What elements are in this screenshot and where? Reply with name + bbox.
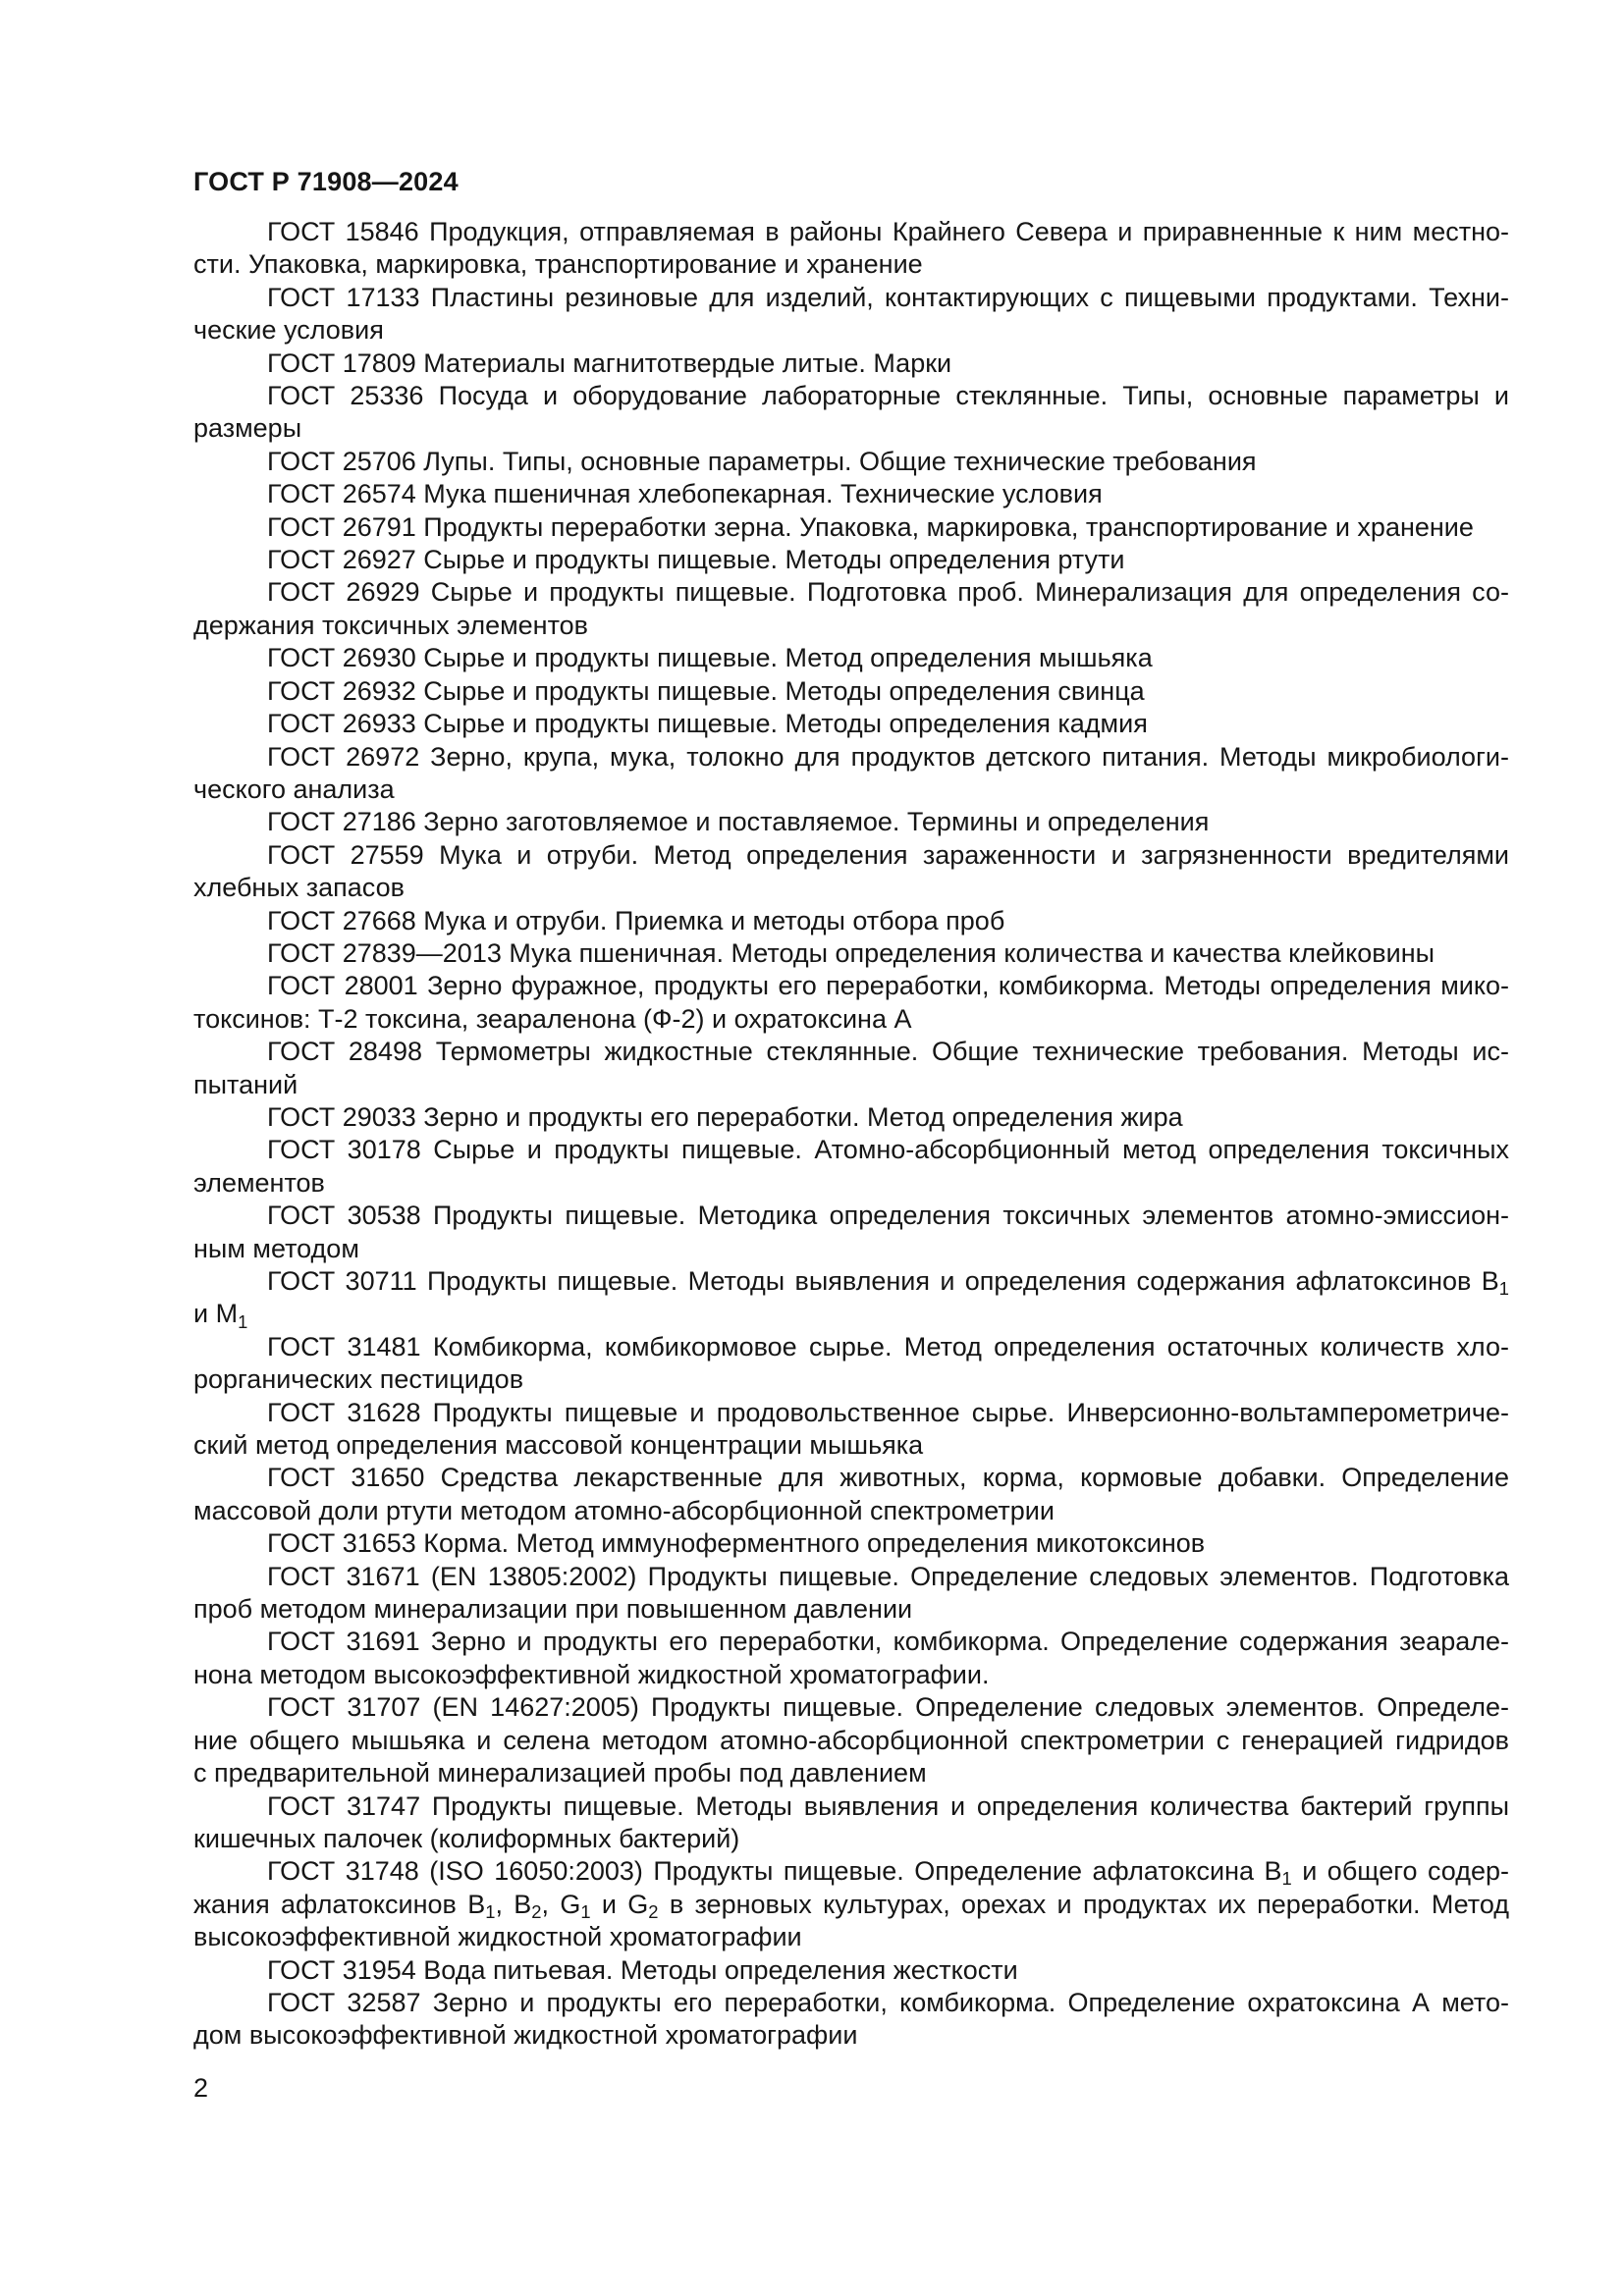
reference-line: ГОСТ 31747 Продукты пищевые. Методы выявления и определения количества бактерий группы xyxy=(267,1790,1509,1821)
reference-line: ГОСТ 31691 Зерно и продукты его переработки, комбикорма. Определение содержания зеарале- xyxy=(267,1627,1509,1657)
reference-line: сти. Упаковка, маркировка, транспортирование и хранение xyxy=(193,249,923,280)
reference-paragraph xyxy=(193,1527,1509,1560)
reference-line: с предварительной минерализацией пробы под давлением xyxy=(193,1758,927,1789)
reference-paragraph xyxy=(193,446,1509,478)
reference-line: ГОСТ 27186 Зерно заготовляемое и поставляемое. Термины и определения xyxy=(267,807,1210,837)
reference-line: ГОСТ 26574 Мука пшеничная хлебопекарная. Технические условия xyxy=(267,479,1103,509)
reference-line: пытаний xyxy=(193,1069,298,1099)
reference-line: ГОСТ 17133 Пластины резиновые для изделий, контактирующих с пищевыми продуктами. Техни- xyxy=(267,282,1509,312)
reference-line: ГОСТ 25336 Посуда и оборудование лабораторные стеклянные. Типы, основные параметры и xyxy=(267,381,1509,411)
reference-line: ГОСТ 26972 Зерно, крупа, мука, толокно для продуктов детского питания. Методы микробиологи- xyxy=(267,741,1509,772)
reference-paragraph xyxy=(193,905,1509,937)
reference-line: ГОСТ 17809 Материалы магнитотвердые литые. Марки xyxy=(267,347,952,378)
subscript-index: 2 xyxy=(531,1900,542,1922)
reference-line: ГОСТ 26930 Сырье и продукты пищевые. Метод определения мышьяка xyxy=(267,643,1153,673)
reference-paragraph xyxy=(193,970,1509,1036)
subscript-index: 1 xyxy=(580,1900,591,1922)
reference-line: ГОСТ 31653 Корма. Метод иммуноферментного определения микотоксинов xyxy=(267,1528,1206,1559)
reference-paragraph xyxy=(193,576,1509,642)
page-footer xyxy=(193,2073,208,2104)
reference-line: ГОСТ 26791 Продукты переработки зерна. Упаковка, маркировка, транспортирование и хранение xyxy=(267,511,1474,542)
reference-line: ГОСТ 30538 Продукты пищевые. Методика определения токсичных элементов атомно-эмиссион- xyxy=(267,1201,1509,1231)
reference-paragraph xyxy=(193,1101,1509,1134)
reference-paragraph xyxy=(193,806,1509,838)
reference-line: ГОСТ 30711 Продукты пищевые. Методы выявления и определения содержания афлатоксинов $В_1$ xyxy=(267,1266,1509,1300)
reference-paragraph xyxy=(193,642,1509,674)
reference-line: ГОСТ 26927 Сырье и продукты пищевые. Методы определения ртути xyxy=(267,545,1125,575)
reference-line: ние общего мышьяка и селена методом атомно-абсорбционной спектрометрии с генерацией гидридов xyxy=(193,1725,1509,1755)
reference-line: ным методом xyxy=(193,1233,359,1263)
reference-line: ГОСТ 27668 Мука и отруби. Приемка и методы отбора проб xyxy=(267,905,1005,935)
reference-paragraph xyxy=(193,380,1509,446)
reference-line: ГОСТ 29033 Зерно и продукты его переработки. Метод определения жира xyxy=(267,1101,1183,1132)
reference-line: ГОСТ 26933 Сырье и продукты пищевые. Методы определения кадмия xyxy=(267,709,1148,739)
reference-line: ГОСТ 28498 Термометры жидкостные стеклянные. Общие технические требования. Методы ис- xyxy=(267,1037,1509,1067)
reference-line: проб методом минерализации при повышенном давлении xyxy=(193,1594,913,1625)
reference-paragraph xyxy=(193,1462,1509,1527)
reference-paragraph xyxy=(193,741,1509,807)
reference-paragraph xyxy=(193,1036,1509,1101)
reference-line: размеры xyxy=(193,413,302,444)
reference-line: ГОСТ 31954 Вода питьевая. Методы определения жесткости xyxy=(267,1954,1018,1985)
subscript-index: 1 xyxy=(238,1310,248,1332)
reference-paragraph xyxy=(193,675,1509,708)
reference-line: держания токсичных элементов xyxy=(193,610,589,640)
reference-paragraph xyxy=(193,1790,1509,1856)
reference-line: ГОСТ 15846 Продукция, отправляемая в районы Крайнего Севера и приравненные к ним местно- xyxy=(267,217,1509,246)
reference-line: ГОСТ 31628 Продукты пищевые и продовольственное сырье. Инверсионно-вольтамперометриче- xyxy=(267,1397,1509,1427)
reference-paragraph xyxy=(193,1954,1509,1987)
references-list xyxy=(193,216,1509,2053)
reference-line: ГОСТ 26929 Сырье и продукты пищевые. Подготовка проб. Минерализация для определения со- xyxy=(267,577,1509,608)
reference-paragraph xyxy=(193,1626,1509,1691)
reference-line: ГОСТ 32587 Зерно и продукты его переработки, комбикорма. Определение охратоксина А мето- xyxy=(267,1987,1509,2017)
reference-line: ГОСТ 27559 Мука и отруби. Метод определения зараженности и загрязненности вредителями xyxy=(267,839,1509,870)
reference-line: элементов xyxy=(193,1167,325,1198)
reference-line: жания афлатоксинов $В_1$, $В_2$, $G_1$ и $G_2$ в зерновых культурах, орехах и продуктах их переработки. Метод xyxy=(193,1889,1510,1922)
reference-paragraph xyxy=(193,478,1509,510)
reference-line: ческие условия xyxy=(193,315,384,346)
reference-paragraph xyxy=(193,347,1509,380)
reference-line: ГОСТ 31481 Комбикорма, комбикормовое сырье. Метод определения остаточных количеств хло- xyxy=(267,1331,1509,1362)
reference-paragraph xyxy=(193,1265,1509,1331)
reference-line: ГОСТ 25706 Лупы. Типы, основные параметры. Общие технические требования xyxy=(267,446,1257,476)
reference-paragraph xyxy=(193,937,1509,970)
reference-paragraph xyxy=(193,511,1509,544)
reference-paragraph xyxy=(193,1134,1509,1200)
reference-line: нона методом высокоэффективной жидкостной хроматографии. xyxy=(193,1659,990,1689)
reference-line: ГОСТ 31650 Средства лекарственные для животных, корма, кормовые добавки. Определение xyxy=(267,1463,1509,1493)
reference-paragraph xyxy=(193,708,1509,740)
reference-paragraph xyxy=(193,1987,1509,2053)
reference-line: и $М_1$ xyxy=(193,1299,248,1332)
reference-line: хлебных запасов xyxy=(193,873,405,903)
reference-paragraph xyxy=(193,216,1509,282)
page-number: 2 xyxy=(193,2073,209,2103)
reference-line: ГОСТ 31748 (ISO 16050:2003) Продукты пищевые. Определение афлатоксина $В_1$ и общего содер- xyxy=(267,1856,1509,1890)
reference-line: ГОСТ 28001 Зерно фуражное, продукты его переработки, комбикорма. Методы определения мико- xyxy=(267,971,1509,1001)
reference-paragraph xyxy=(193,1561,1509,1627)
reference-line: ГОСТ 31671 (EN 13805:2002) Продукты пищевые. Определение следовых элементов. Подготовка xyxy=(267,1561,1509,1591)
reference-line: токсинов: Т-2 токсина, зеараленона (Ф-2) и охратоксина А xyxy=(193,1003,912,1034)
reference-line: высокоэффективной жидкостной хроматографии xyxy=(193,1922,802,1952)
document-code: ГОСТ Р 71908—2024 xyxy=(193,167,459,197)
reference-paragraph xyxy=(193,544,1509,576)
reference-paragraph xyxy=(193,282,1509,347)
subscript-index: 1 xyxy=(485,1900,496,1922)
subscript-index: 1 xyxy=(1498,1278,1509,1300)
reference-line: ГОСТ 30178 Сырье и продукты пищевые. Атомно-абсорбционный метод определения токсичных xyxy=(267,1135,1509,1165)
reference-paragraph xyxy=(193,1397,1509,1463)
subscript-index: 1 xyxy=(1281,1868,1292,1890)
reference-paragraph xyxy=(193,1691,1509,1789)
reference-line: кишечных палочек (колиформных бактерий) xyxy=(193,1823,740,1853)
reference-line: дом высокоэффективной жидкостной хроматографии xyxy=(193,2020,858,2051)
reference-paragraph xyxy=(193,1331,1509,1397)
reference-paragraph xyxy=(193,839,1509,905)
reference-line: ГОСТ 26932 Сырье и продукты пищевые. Методы определения свинца xyxy=(267,675,1145,706)
reference-line: рорганических пестицидов xyxy=(193,1364,524,1395)
reference-line: ский метод определения массовой концентрации мышьяка xyxy=(193,1430,924,1461)
reference-line: ГОСТ 27839—2013 Мука пшеничная. Методы определения количества и качества клейковины xyxy=(267,937,1435,968)
reference-line: ГОСТ 31707 (EN 14627:2005) Продукты пищевые. Определение следовых элементов. Определе- xyxy=(267,1692,1509,1723)
subscript-index: 2 xyxy=(648,1900,659,1922)
reference-paragraph xyxy=(193,1200,1509,1265)
reference-paragraph xyxy=(193,1855,1509,1953)
reference-line: ческого анализа xyxy=(193,774,395,804)
reference-line: массовой доли ртути методом атомно-абсорбционной спектрометрии xyxy=(193,1495,1055,1525)
